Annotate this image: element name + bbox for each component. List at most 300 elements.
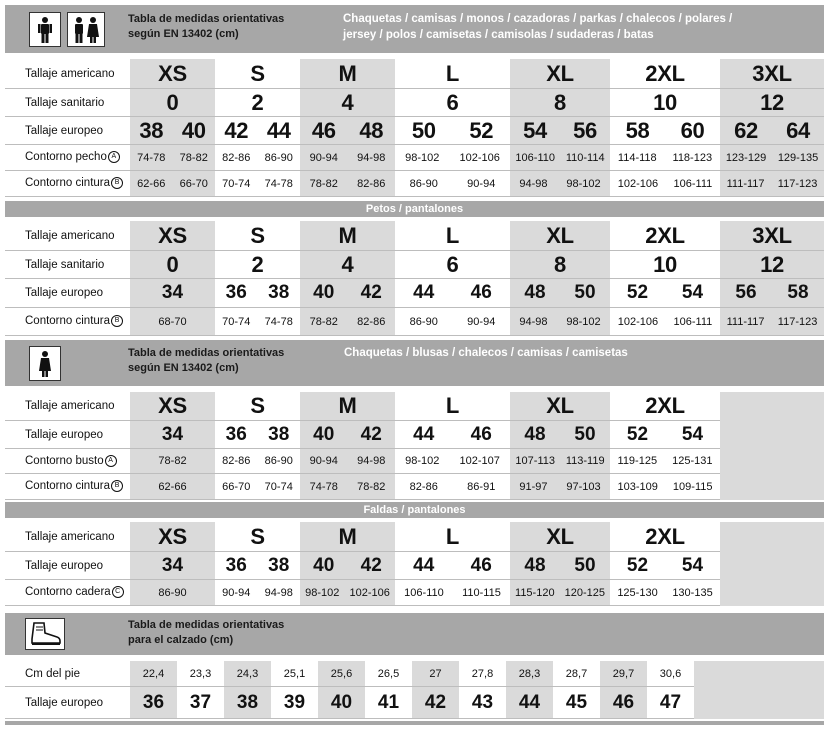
woman-icon	[29, 346, 61, 381]
size-value: 78-82	[309, 177, 338, 190]
table-row	[5, 145, 824, 171]
table-row	[5, 580, 824, 606]
row-label	[5, 522, 130, 552]
size-value: 107-113	[515, 455, 555, 467]
table-row	[5, 449, 824, 474]
size-value: 54	[681, 554, 704, 576]
size-value: 38	[268, 554, 290, 576]
size-cell: L	[395, 392, 510, 421]
table-row	[5, 421, 824, 449]
size-cell: 40	[318, 687, 365, 719]
size-cell: XL	[510, 392, 610, 421]
size-cell: 25,1	[271, 661, 318, 687]
size-cell	[130, 580, 215, 606]
size-value: 106-111	[673, 177, 713, 190]
row-label	[5, 580, 130, 606]
size-value: 40	[181, 117, 206, 143]
size-table-shoes	[5, 661, 824, 719]
size-value: 50	[411, 117, 436, 143]
size-cell	[215, 580, 300, 606]
size-value: 125-130	[617, 586, 658, 599]
header1-categories: Chaquetas / camisas / monos / cazadoras / parkas / chalecos / polares / jersey / polos / camisetas / camisolas / sudaderas / batas	[343, 13, 733, 41]
size-value: 82-86	[357, 315, 386, 328]
size-value: 103-109	[617, 480, 658, 493]
size-value: 86-90	[264, 151, 293, 164]
size-value: 109-115	[672, 480, 713, 493]
size-cell	[130, 552, 215, 580]
size-value: 110-114	[565, 151, 605, 164]
size-cell: 4	[300, 251, 395, 279]
size-cell	[395, 117, 510, 145]
size-cell	[215, 171, 300, 197]
size-value: 102-106	[617, 315, 659, 328]
size-value: 98-102	[566, 177, 601, 190]
size-value: 130-135	[672, 586, 713, 599]
size-value: 74-78	[264, 177, 293, 190]
size-value: 52	[469, 117, 494, 143]
size-value: 102-107	[459, 455, 500, 467]
size-value: 82-86	[357, 177, 386, 190]
size-cell: XS	[130, 392, 215, 421]
size-cell: 0	[130, 251, 215, 279]
size-value: 48	[524, 554, 546, 576]
header2-title: Tabla de medidas orientativas según EN 13402 (cm)	[128, 347, 285, 374]
size-value: 97-103	[566, 480, 601, 493]
size-value: 56	[735, 282, 757, 303]
size-cell	[130, 279, 215, 308]
size-cell	[215, 421, 300, 449]
size-cell: 2	[215, 251, 300, 279]
size-cell	[215, 279, 300, 308]
size-value: 56	[573, 117, 597, 143]
size-cell	[720, 145, 824, 171]
size-value: 48	[524, 423, 546, 445]
table-row	[5, 279, 824, 308]
size-value: 62-66	[137, 177, 166, 190]
size-cell: M	[300, 522, 395, 552]
size-cell: 42	[412, 687, 459, 719]
table-row	[5, 89, 824, 117]
size-cell: 27	[412, 661, 459, 687]
row-label-text: Tallaje europeo	[25, 559, 104, 572]
size-cell	[720, 117, 824, 145]
size-cell	[300, 171, 395, 197]
size-value: 86-90	[409, 315, 438, 328]
row-label	[5, 474, 130, 500]
header2-categories: Chaquetas / blusas / chalecos / camisas / camisetas	[344, 347, 628, 359]
size-value: 118-123	[672, 151, 713, 164]
size-value: 42	[224, 117, 249, 143]
size-cell	[300, 580, 395, 606]
bottom-rule	[5, 721, 824, 725]
empty-cell	[720, 580, 824, 606]
size-value: 82-86	[222, 455, 251, 467]
table-row	[5, 251, 824, 279]
size-value: 52	[626, 423, 649, 445]
size-cell: 4	[300, 89, 395, 117]
size-value: 42	[360, 554, 382, 576]
size-value: 34	[161, 554, 184, 576]
size-cell	[720, 308, 824, 336]
size-value: 34	[161, 282, 184, 303]
size-cell	[395, 308, 510, 336]
size-cell	[300, 421, 395, 449]
row-label-text: Contorno cintura	[25, 177, 111, 190]
size-value: 46	[311, 117, 336, 143]
row-label-text: Tallaje americano	[25, 530, 115, 543]
size-cell	[610, 552, 720, 580]
size-cell: 2XL	[610, 392, 720, 421]
row-label	[5, 221, 130, 251]
row-label-text: Contorno pecho	[25, 151, 107, 164]
size-cell	[610, 474, 720, 500]
size-cell	[130, 421, 215, 449]
size-cell	[610, 145, 720, 171]
size-value: 98-102	[405, 455, 440, 467]
size-value: 54	[681, 423, 704, 445]
size-cell	[395, 279, 510, 308]
couple-icon	[67, 12, 105, 47]
size-value: 66-70	[179, 177, 208, 190]
subheader-petos: Petos / pantalones	[5, 201, 824, 217]
size-value: 40	[313, 554, 335, 576]
size-cell	[610, 279, 720, 308]
size-cell: 6	[395, 251, 510, 279]
empty-cell	[720, 449, 824, 474]
size-value: 38	[139, 117, 164, 143]
size-cell	[300, 552, 395, 580]
size-cell	[610, 171, 720, 197]
size-value: 90-94	[467, 177, 496, 190]
size-cell: 43	[459, 687, 506, 719]
row-label	[5, 687, 130, 719]
size-value: 46	[470, 423, 492, 445]
size-table-pants	[5, 221, 824, 336]
size-value: 48	[359, 117, 384, 143]
size-cell	[510, 449, 610, 474]
size-value: 50	[574, 282, 596, 303]
size-cell	[300, 308, 395, 336]
size-cell: M	[300, 59, 395, 89]
size-cell	[510, 117, 610, 145]
row-label-text: Contorno busto	[25, 455, 104, 468]
row-label-text: Tallaje europeo	[25, 696, 104, 709]
empty-cell	[694, 661, 824, 687]
size-value: 94-98	[357, 151, 386, 164]
size-cell: 3XL	[720, 59, 824, 89]
row-label	[5, 145, 130, 171]
size-value: 82-86	[222, 151, 251, 164]
size-cell: 12	[720, 89, 824, 117]
size-cell	[610, 421, 720, 449]
size-value: 66-70	[222, 480, 251, 493]
size-value: 91-97	[519, 480, 548, 493]
size-value: 78-82	[158, 455, 187, 467]
row-label	[5, 251, 130, 279]
size-value: 60	[680, 117, 705, 143]
size-value: 58	[625, 117, 650, 143]
size-cell: 47	[647, 687, 694, 719]
size-value: 70-74	[222, 177, 251, 190]
size-value: 119-125	[617, 455, 658, 467]
size-value: 40	[313, 282, 335, 303]
row-label-text: Tallaje sanitario	[25, 258, 105, 271]
size-cell: L	[395, 522, 510, 552]
size-cell	[300, 449, 395, 474]
size-cell	[395, 449, 510, 474]
size-value: 86-90	[409, 177, 438, 190]
size-value: 129-135	[777, 151, 819, 164]
circled-mark-icon: B	[111, 177, 123, 189]
size-value: 117-123	[777, 315, 818, 328]
size-cell: XS	[130, 59, 215, 89]
size-cell: 25,6	[318, 661, 365, 687]
size-cell: 24,3	[224, 661, 271, 687]
size-cell	[215, 117, 300, 145]
size-value: 102-106	[459, 151, 500, 164]
size-cell: 46	[600, 687, 647, 719]
size-value: 70-74	[222, 315, 251, 328]
size-cell: 2XL	[610, 221, 720, 251]
size-cell	[510, 171, 610, 197]
size-cell: M	[300, 392, 395, 421]
empty-cell	[720, 392, 824, 421]
boot-icon	[25, 618, 65, 650]
size-cell: 26,5	[365, 661, 412, 687]
size-value: 74-78	[264, 315, 293, 328]
size-value: 34	[161, 423, 184, 445]
size-value: 106-110	[515, 151, 555, 164]
size-value: 98-102	[305, 586, 340, 599]
size-cell: S	[215, 59, 300, 89]
row-label	[5, 661, 130, 687]
size-cell: 27,8	[459, 661, 506, 687]
size-cell	[610, 117, 720, 145]
size-value: 82-86	[409, 480, 438, 493]
size-value: 123-129	[725, 151, 767, 164]
size-cell: 8	[510, 89, 610, 117]
size-value: 98-102	[405, 151, 440, 164]
table-row	[5, 59, 824, 89]
size-cell	[510, 474, 610, 500]
size-cell: XL	[510, 221, 610, 251]
table-row	[5, 661, 824, 687]
size-value: 42	[360, 423, 382, 445]
size-value: 115-120	[515, 586, 555, 599]
size-cell: 2XL	[610, 522, 720, 552]
size-cell: S	[215, 392, 300, 421]
size-value: 94-98	[519, 177, 548, 190]
size-cell	[395, 145, 510, 171]
size-cell	[395, 421, 510, 449]
size-cell: 0	[130, 89, 215, 117]
size-cell: 12	[720, 251, 824, 279]
size-cell: 10	[610, 251, 720, 279]
size-cell	[395, 474, 510, 500]
size-cell	[215, 449, 300, 474]
size-value: 94-98	[357, 455, 386, 467]
row-label	[5, 392, 130, 421]
size-cell: XS	[130, 522, 215, 552]
size-cell: 28,3	[506, 661, 553, 687]
size-cell	[130, 308, 215, 336]
row-label-text: Tallaje europeo	[25, 287, 104, 299]
size-cell	[300, 279, 395, 308]
row-label	[5, 552, 130, 580]
row-label-text: Tallaje americano	[25, 229, 115, 242]
size-table-tops	[5, 59, 824, 197]
size-cell	[130, 449, 215, 474]
empty-cell	[694, 687, 824, 719]
size-value: 74-78	[137, 151, 166, 164]
table-row	[5, 221, 824, 251]
size-value: 62	[734, 117, 758, 143]
size-value: 94-98	[519, 315, 548, 328]
row-label-text: Cm del pie	[25, 667, 80, 680]
size-cell	[130, 171, 215, 197]
size-value: 68-70	[158, 315, 187, 328]
table-row	[5, 308, 824, 336]
size-value: 78-82	[309, 315, 338, 328]
empty-cell	[720, 474, 824, 500]
size-cell	[720, 279, 824, 308]
empty-cell	[720, 522, 824, 552]
size-cell	[510, 421, 610, 449]
size-cell	[395, 171, 510, 197]
size-table-women-tops	[5, 392, 824, 500]
size-cell: 23,3	[177, 661, 224, 687]
row-label-text: Contorno cintura	[25, 480, 111, 493]
size-cell	[130, 474, 215, 500]
row-label	[5, 117, 130, 145]
size-cell: S	[215, 522, 300, 552]
size-value: 46	[470, 282, 492, 303]
size-cell	[130, 145, 215, 171]
row-label-text: Tallaje sanitario	[25, 96, 105, 109]
row-label	[5, 279, 130, 308]
size-value: 38	[268, 423, 290, 445]
row-label-text: Tallaje europeo	[25, 428, 104, 441]
size-cell	[300, 474, 395, 500]
man-icon	[29, 12, 61, 47]
size-value: 86-90	[158, 586, 187, 599]
row-label	[5, 308, 130, 336]
size-value: 64	[786, 117, 810, 143]
size-cell: 37	[177, 687, 224, 719]
size-cell: 28,7	[553, 661, 600, 687]
row-label-text: Tallaje europeo	[25, 124, 104, 137]
size-value: 113-119	[565, 455, 605, 467]
size-value: 52	[626, 282, 649, 303]
size-value: 70-74	[264, 480, 293, 493]
table-row	[5, 117, 824, 145]
size-cell	[720, 171, 824, 197]
size-value: 44	[266, 117, 291, 143]
size-value: 40	[313, 423, 335, 445]
size-cell: 41	[365, 687, 412, 719]
size-cell: 22,4	[130, 661, 177, 687]
size-value: 111-117	[726, 315, 765, 328]
size-value: 50	[574, 554, 596, 576]
row-label	[5, 449, 130, 474]
size-value: 98-102	[566, 315, 601, 328]
size-cell: 36	[130, 687, 177, 719]
row-label	[5, 59, 130, 89]
row-label-text: Tallaje americano	[25, 400, 115, 412]
table-row	[5, 392, 824, 421]
circled-mark-icon: C	[112, 586, 124, 598]
size-cell: XL	[510, 59, 610, 89]
size-value: 90-94	[222, 586, 251, 599]
size-value: 44	[413, 554, 435, 576]
table-row	[5, 687, 824, 719]
row-label-text: Tallaje americano	[25, 67, 115, 80]
circled-mark-icon: A	[108, 151, 120, 163]
row-label-text: Contorno cintura	[25, 315, 111, 328]
size-value: 111-117	[726, 177, 765, 190]
size-value: 74-78	[309, 480, 338, 493]
size-value: 36	[225, 554, 247, 576]
size-value: 44	[413, 282, 435, 303]
size-cell: 10	[610, 89, 720, 117]
header3-title: Tabla de medidas orientativas para el calzado (cm)	[128, 619, 285, 646]
size-cell	[395, 552, 510, 580]
size-value: 36	[225, 282, 247, 303]
size-value: 54	[681, 282, 704, 303]
size-cell: 44	[506, 687, 553, 719]
size-cell	[215, 552, 300, 580]
size-cell	[610, 449, 720, 474]
size-cell	[510, 580, 610, 606]
circled-mark-icon: B	[111, 480, 123, 492]
header1-title: Tabla de medidas orientativas según EN 13402 (cm)	[128, 13, 285, 40]
row-label-text: Contorno cadera	[25, 586, 111, 599]
size-cell: 3XL	[720, 221, 824, 251]
size-cell: 38	[224, 687, 271, 719]
size-value: 86-90	[264, 455, 293, 467]
table-row	[5, 474, 824, 500]
empty-cell	[720, 421, 824, 449]
size-cell: XS	[130, 221, 215, 251]
size-value: 90-94	[467, 315, 496, 328]
table-row	[5, 552, 824, 580]
size-cell: 6	[395, 89, 510, 117]
size-cell	[510, 279, 610, 308]
size-value: 125-131	[672, 455, 713, 467]
size-value: 102-106	[617, 177, 659, 190]
size-cell	[610, 308, 720, 336]
size-cell: S	[215, 221, 300, 251]
size-value: 110-115	[462, 586, 501, 599]
size-cell	[215, 145, 300, 171]
size-value: 114-118	[617, 151, 657, 164]
size-cell	[610, 580, 720, 606]
size-value: 48	[524, 282, 546, 303]
size-value: 78-82	[179, 151, 208, 164]
row-label	[5, 171, 130, 197]
size-value: 90-94	[309, 455, 338, 467]
size-cell: 29,7	[600, 661, 647, 687]
size-value: 52	[626, 554, 649, 576]
table-row	[5, 522, 824, 552]
circled-mark-icon: A	[105, 455, 117, 467]
size-value: 94-98	[264, 586, 293, 599]
size-cell	[130, 117, 215, 145]
size-cell	[510, 552, 610, 580]
size-cell: 2XL	[610, 59, 720, 89]
size-value: 102-106	[349, 586, 390, 599]
size-value: 117-123	[777, 177, 818, 190]
